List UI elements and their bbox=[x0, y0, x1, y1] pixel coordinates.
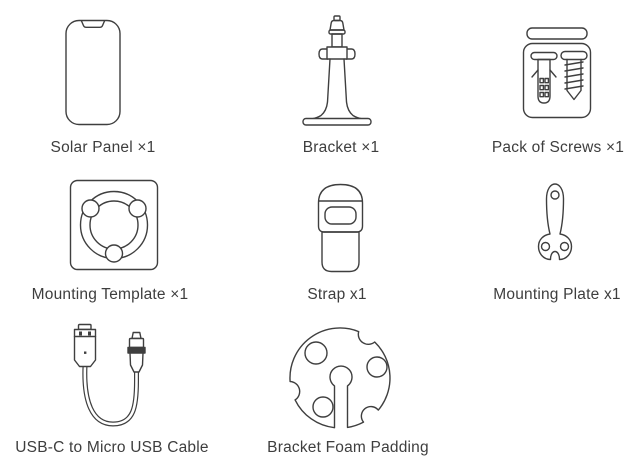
mounting-template-label: Mounting Template ×1 bbox=[31, 286, 189, 303]
item-mounting-template bbox=[69, 179, 159, 271]
item-bracket bbox=[300, 14, 374, 126]
solar-panel-icon bbox=[65, 19, 121, 126]
foam-padding-label: Bracket Foam Padding bbox=[267, 439, 429, 456]
item-strap bbox=[317, 183, 364, 273]
bracket-foam-padding-icon bbox=[287, 327, 393, 429]
usb-cable-label: USB-C to Micro USB Cable bbox=[15, 439, 209, 456]
solar-panel-label: Solar Panel ×1 bbox=[50, 139, 156, 156]
mounting-plate-icon bbox=[533, 182, 577, 262]
strap-icon bbox=[317, 183, 364, 273]
mounting-plate-label: Mounting Plate x1 bbox=[493, 286, 621, 303]
mounting-template-icon bbox=[69, 179, 159, 271]
item-foam-padding bbox=[287, 327, 393, 429]
pack-of-screws-label: Pack of Screws ×1 bbox=[491, 139, 625, 156]
item-solar-panel bbox=[65, 19, 121, 126]
item-mounting-plate bbox=[533, 182, 577, 262]
strap-label: Strap x1 bbox=[307, 286, 367, 303]
item-pack-of-screws bbox=[522, 27, 592, 119]
bracket-icon bbox=[300, 14, 374, 126]
screws-bag-icon bbox=[522, 27, 592, 119]
bracket-label: Bracket ×1 bbox=[302, 139, 380, 156]
item-usb-cable bbox=[68, 321, 146, 431]
usb-c-to-micro-usb-cable-icon bbox=[68, 321, 146, 431]
